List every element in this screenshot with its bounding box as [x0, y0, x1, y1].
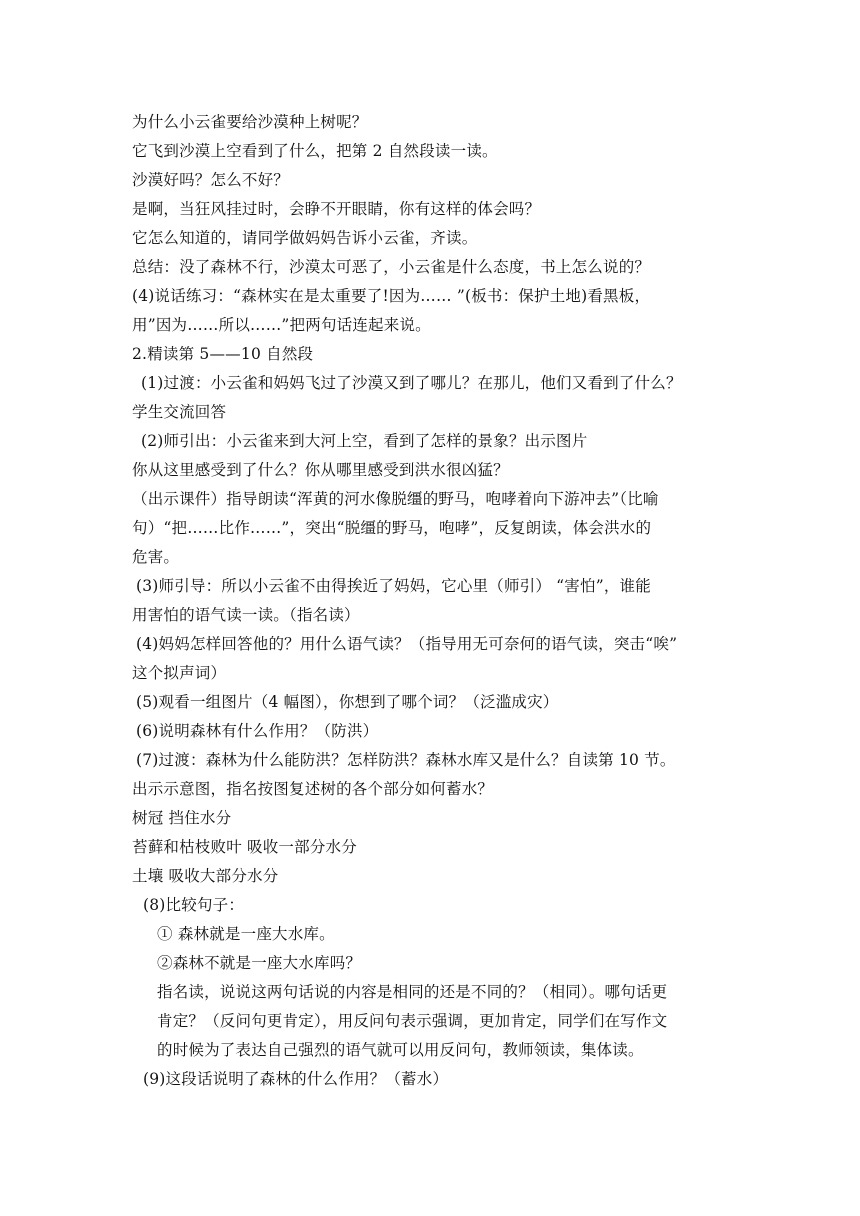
text-line: 指名读，说说这两句话说的内容是相同的还是不同的？（相同）。哪句话更 — [157, 983, 668, 1001]
text-line: 土壤 吸收大部分水分 — [132, 867, 279, 885]
text-line: 它怎么知道的，请同学做妈妈告诉小云雀，齐读。 — [132, 229, 478, 247]
text-line: 用害怕的语气读一读。（指名读） — [132, 606, 360, 624]
text-line: (2)师引出：小云雀来到大河上空，看到了怎样的景象？出示图片 — [141, 432, 588, 450]
text-line: 苔藓和枯枝败叶 吸收一部分水分 — [132, 838, 357, 856]
text-line: 沙漠好吗？怎么不好？ — [132, 171, 290, 189]
text-line: 学生交流回答 — [132, 403, 227, 421]
text-line: 肯定？（反问句更肯定），用反问句表示强调，更加肯定，同学们在写作文 — [157, 1012, 668, 1030]
text-line: 是啊，当狂风挂过时，会睁不开眼睛，你有这样的体会吗？ — [132, 200, 541, 218]
text-line: 树冠 挡住水分 — [132, 809, 232, 827]
text-line: 总结：没了森林不行，沙漠太可恶了，小云雀是什么态度，书上怎么说的？ — [132, 258, 651, 276]
text-line: (9)这段话说明了森林的什么作用？（蓄水） — [143, 1070, 449, 1088]
text-line: 句）“把……比作……”，突出“脱缰的野马，咆哮”，反复朗读，体会洪水的 — [132, 519, 652, 537]
text-line: (1)过渡：小云雀和妈妈飞过了沙漠又到了哪儿？在那儿，他们又看到了什么？ — [141, 374, 682, 392]
text-line: ① 森林就是一座大水库。 — [157, 925, 335, 943]
text-line: 你从这里感受到了什么？你从哪里感受到洪水很凶猛？ — [132, 461, 509, 479]
text-line: (6)说明森林有什么作用？（防洪） — [136, 722, 379, 740]
text-line: 它飞到沙漠上空看到了什么，把第 2 自然段读一读。 — [132, 142, 498, 160]
text-line: 出示示意图，指名按图复述树的各个部分如何蓄水？ — [132, 780, 494, 798]
text-line: (4)说话练习：“森林实在是太重要了!因为…… ”(板书：保护土地)看黑板， — [132, 287, 651, 305]
text-line: (5)观看一组图片（4 幅图），你想到了哪个词？（泛滥成灾） — [136, 693, 559, 711]
text-line: 用”因为……所以……”把两句话连起来说。 — [132, 316, 431, 334]
text-line: 为什么小云雀要给沙漠种上树呢？ — [132, 113, 368, 131]
text-line: ②森林不就是一座大水库吗？ — [157, 954, 362, 972]
text-line: (8)比较句子： — [143, 896, 245, 914]
text-line: 这个拟声词） — [132, 664, 227, 682]
text-line: (7)过渡：森林为什么能防洪？怎样防洪？森林水库又是什么？自读第 10 节。 — [136, 751, 676, 769]
text-line: (4)妈妈怎样回答他的？用什么语气读？（指导用无可奈何的语气读，突击“唉” — [136, 635, 678, 653]
text-line: (3)师引导：所以小云雀不由得挨近了妈妈，它心里（师引） “害怕”，谁能 — [136, 577, 651, 595]
text-line: （出示课件）指导朗读“浑黄的河水像脱缰的野马，咆哮着向下游冲去”（比喻 — [132, 490, 659, 508]
section-heading: 2.精读第 5——10 自然段 — [132, 345, 314, 363]
text-line: 的时候为了表达自己强烈的语气就可以用反问句，教师领读，集体读。 — [157, 1041, 644, 1059]
text-line: 危害。 — [132, 548, 180, 566]
